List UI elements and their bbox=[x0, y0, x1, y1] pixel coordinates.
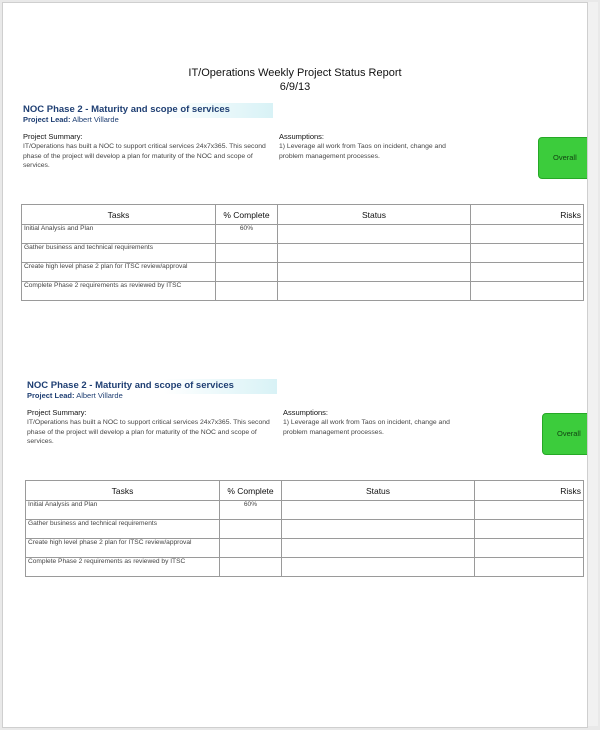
risks-cell bbox=[475, 558, 584, 577]
risks-cell bbox=[471, 225, 584, 244]
summary-text: IT/Operations has built a NOC to support critical services 24x7x365. This second phase of the project will develop a plan for maturity of the NOC and scope of services. bbox=[23, 143, 266, 169]
overall-status-badge: Overall bbox=[538, 137, 588, 179]
overall-status-badge: Overall bbox=[542, 413, 588, 455]
task-cell: Initial Analysis and Plan bbox=[22, 225, 216, 244]
task-cell: Initial Analysis and Plan bbox=[26, 501, 220, 520]
project-block-2 bbox=[7, 379, 588, 589]
project-lead-label: Project Lead: bbox=[27, 391, 75, 400]
table-row bbox=[26, 501, 584, 520]
task-cell: Complete Phase 2 requirements as reviewed by ITSC bbox=[22, 282, 216, 301]
percent-cell: 60% bbox=[220, 501, 282, 520]
percent-cell bbox=[216, 282, 278, 301]
task-cell: Complete Phase 2 requirements as reviewed by ITSC bbox=[26, 558, 220, 577]
header-status: Status bbox=[278, 205, 471, 225]
percent-cell bbox=[216, 263, 278, 282]
phase-title: NOC Phase 2 - Maturity and scope of services bbox=[25, 379, 277, 394]
project-lead bbox=[27, 391, 123, 400]
header-complete: % Complete bbox=[220, 481, 282, 501]
project-lead-name: Albert Villarde bbox=[76, 391, 123, 400]
status-cell bbox=[278, 225, 471, 244]
header-complete: % Complete bbox=[216, 205, 278, 225]
table-row bbox=[26, 539, 584, 558]
status-cell bbox=[282, 558, 475, 577]
percent-cell bbox=[220, 520, 282, 539]
risks-cell bbox=[475, 501, 584, 520]
report-page bbox=[2, 2, 588, 728]
tasks-table bbox=[25, 480, 584, 577]
report-date: 6/9/13 bbox=[279, 81, 311, 93]
table-header-row bbox=[22, 205, 584, 225]
header-status: Status bbox=[282, 481, 475, 501]
risks-cell bbox=[475, 539, 584, 558]
header-tasks: Tasks bbox=[26, 481, 220, 501]
project-lead-label: Project Lead: bbox=[23, 115, 71, 124]
percent-cell bbox=[216, 244, 278, 263]
status-cell bbox=[282, 501, 475, 520]
risks-cell bbox=[475, 520, 584, 539]
summary-label: Project Summary: bbox=[23, 132, 83, 141]
assumptions-label: Assumptions: bbox=[279, 132, 325, 141]
project-lead bbox=[23, 115, 119, 124]
assumptions-label: Assumptions: bbox=[283, 408, 329, 417]
project-lead-name: Albert Villarde bbox=[72, 115, 119, 124]
table-row bbox=[22, 282, 584, 301]
summary-text: IT/Operations has built a NOC to support critical services 24x7x365. This second phase of the project will develop a plan for maturity of the NOC and scope of services. bbox=[27, 419, 270, 445]
status-cell bbox=[282, 520, 475, 539]
summary-label: Project Summary: bbox=[27, 408, 87, 417]
status-cell bbox=[278, 263, 471, 282]
phase-title: NOC Phase 2 - Maturity and scope of services bbox=[21, 103, 273, 118]
percent-cell bbox=[220, 539, 282, 558]
table-row bbox=[22, 225, 584, 244]
table-row bbox=[26, 558, 584, 577]
header-tasks: Tasks bbox=[22, 205, 216, 225]
table-row bbox=[22, 244, 584, 263]
tasks-table bbox=[21, 204, 584, 301]
header-risks: Risks bbox=[475, 481, 584, 501]
percent-cell: 60% bbox=[216, 225, 278, 244]
task-cell: Gather business and technical requirements bbox=[26, 520, 220, 539]
task-cell: Create high level phase 2 plan for ITSC review/approval bbox=[22, 263, 216, 282]
status-cell bbox=[282, 539, 475, 558]
task-cell: Create high level phase 2 plan for ITSC review/approval bbox=[26, 539, 220, 558]
assumptions-text: 1) Leverage all work from Taos on incident, change and problem management processes. bbox=[279, 143, 446, 160]
header-risks: Risks bbox=[471, 205, 584, 225]
status-cell bbox=[278, 244, 471, 263]
table-row bbox=[22, 263, 584, 282]
report-title: IT/Operations Weekly Project Status Report bbox=[188, 67, 402, 79]
risks-cell bbox=[471, 263, 584, 282]
risks-cell bbox=[471, 282, 584, 301]
table-header-row bbox=[26, 481, 584, 501]
risks-cell bbox=[471, 244, 584, 263]
percent-cell bbox=[220, 558, 282, 577]
assumptions-text: 1) Leverage all work from Taos on incident, change and problem management processes. bbox=[283, 419, 450, 436]
table-row bbox=[26, 520, 584, 539]
vertical-scrollbar[interactable] bbox=[588, 2, 598, 726]
project-block-1 bbox=[3, 103, 587, 313]
status-cell bbox=[278, 282, 471, 301]
task-cell: Gather business and technical requirements bbox=[22, 244, 216, 263]
